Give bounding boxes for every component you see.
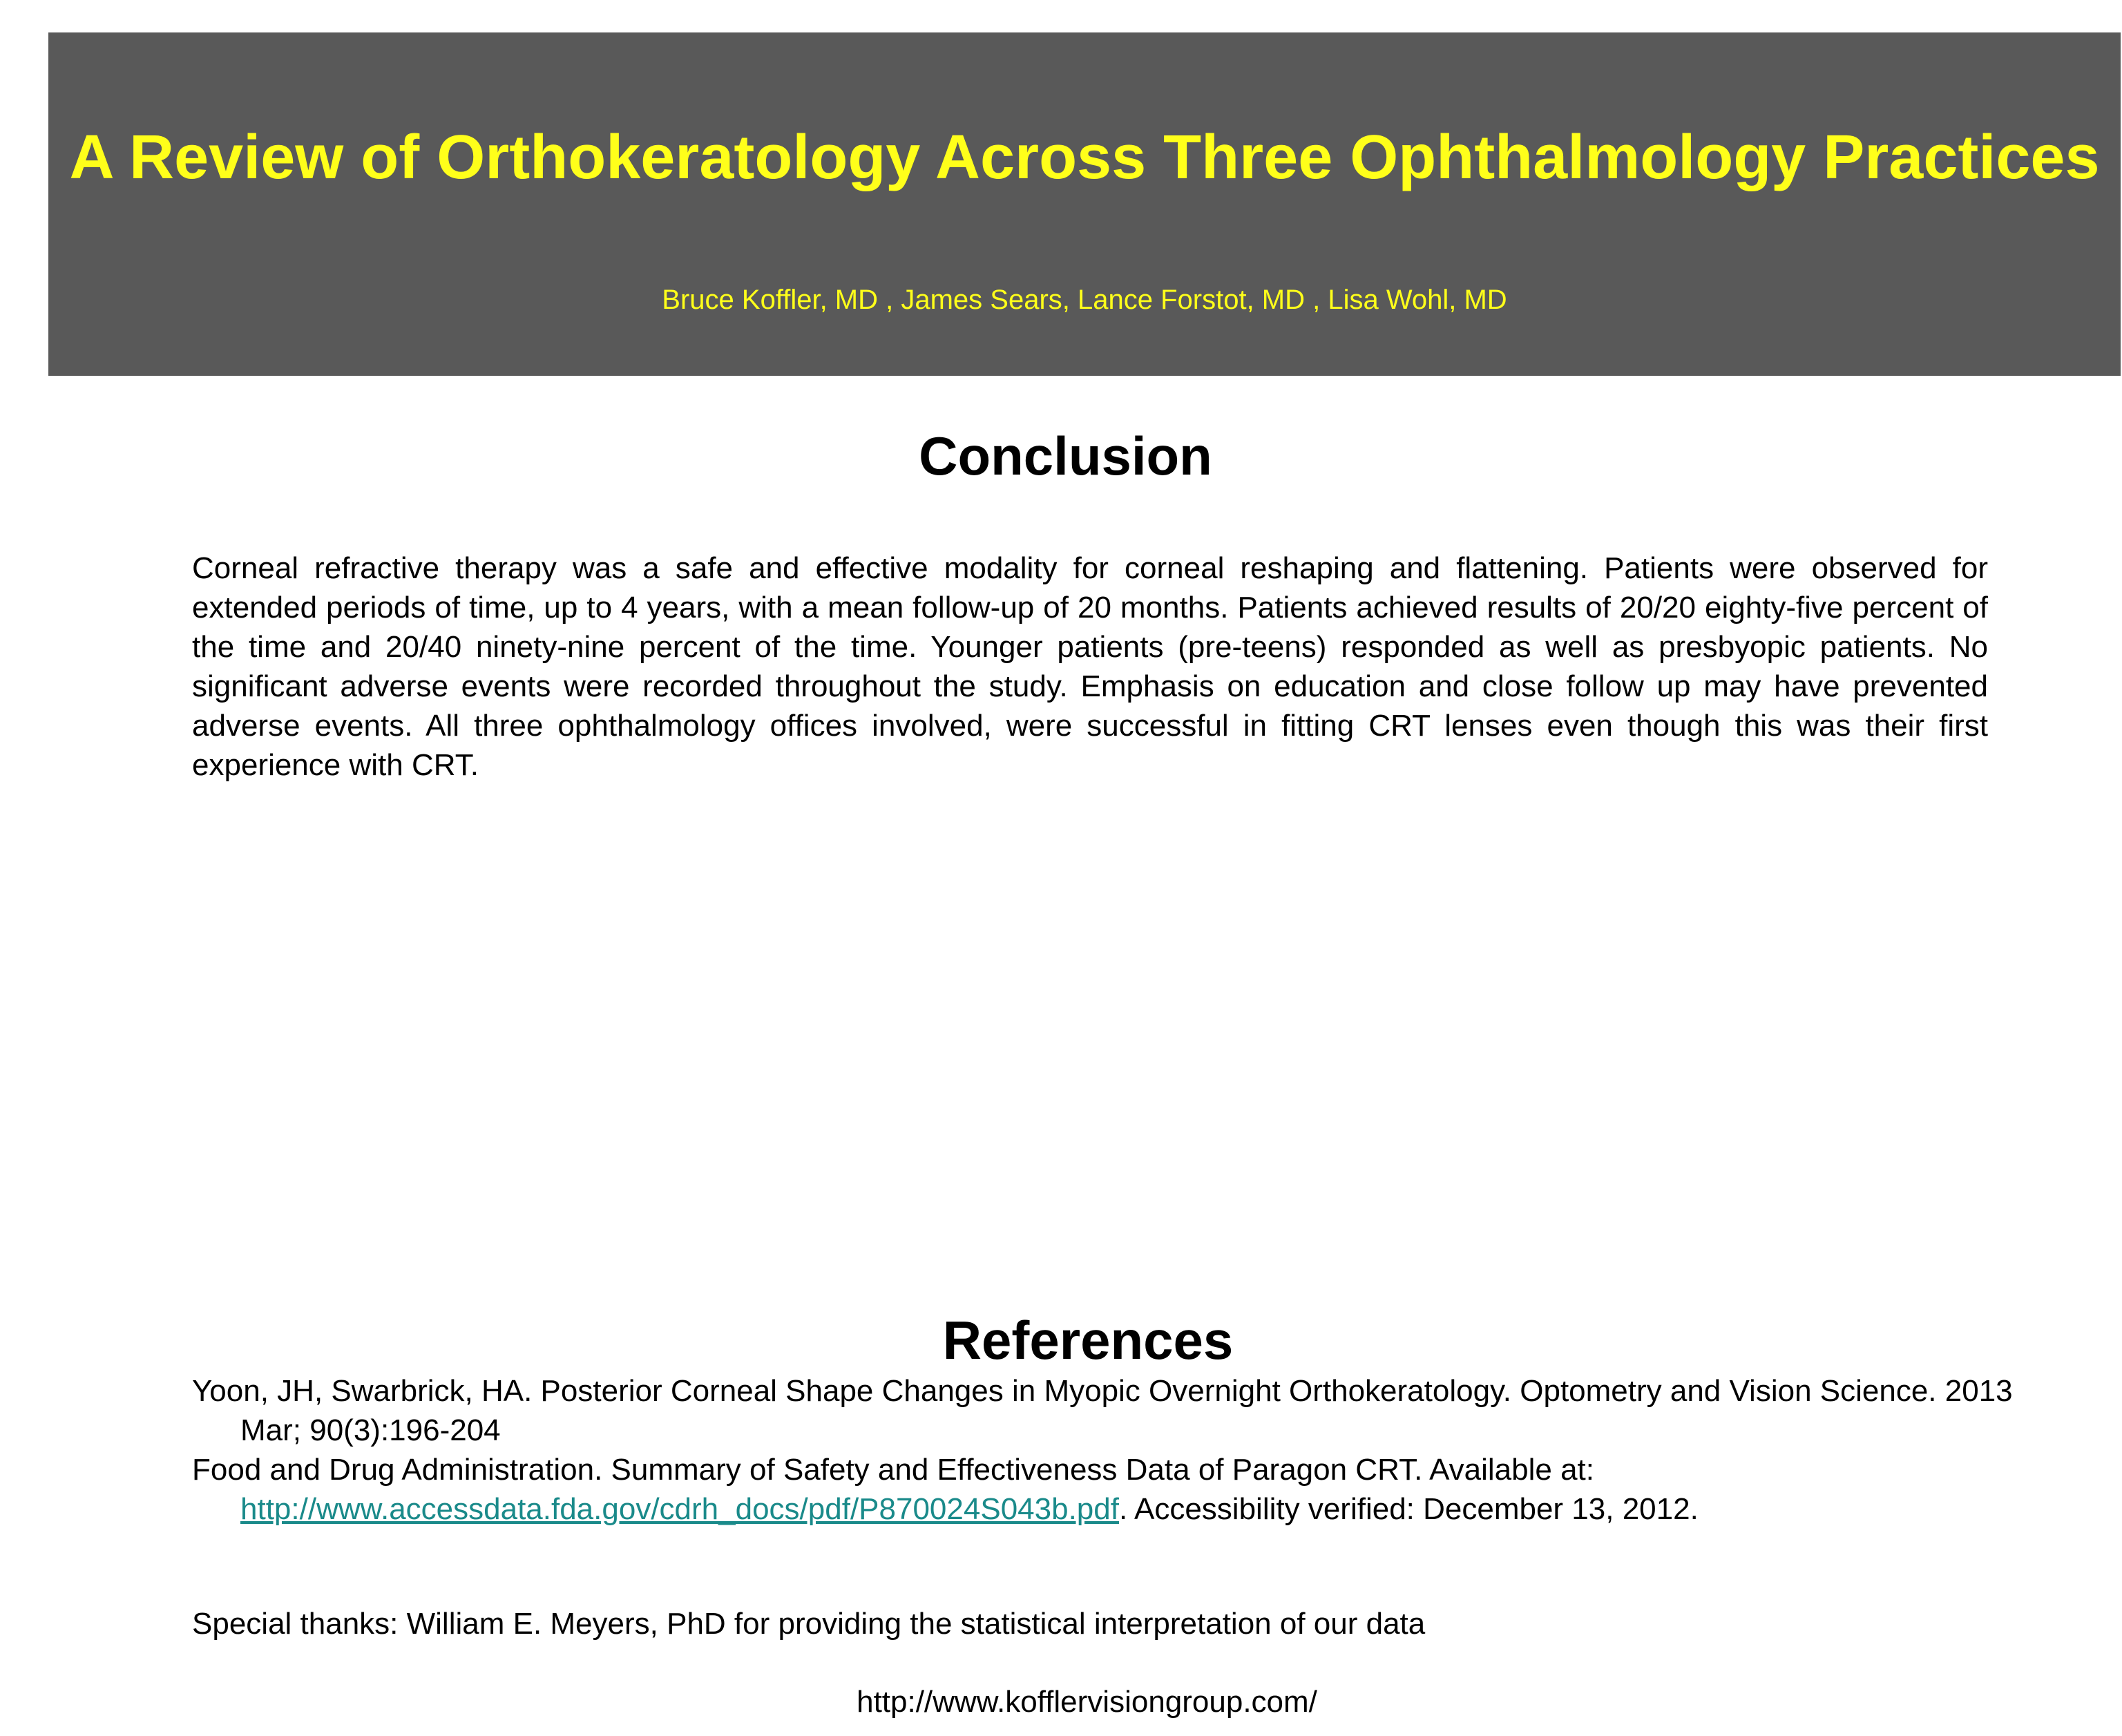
author-list: Bruce Koffler, MD , James Sears, Lance Forstot, MD , Lisa Wohl, MD [662,285,1507,315]
reference-list [192,1371,2016,1529]
poster-header [48,32,2121,376]
reference-2-text: Food and Drug Administration. Summary of Safety and Effectiveness Data of Paragon CRT. Available at: [192,1453,1594,1487]
poster-title: A Review of Orthokeratology Across Three Ophthalmology Practices [69,123,2100,192]
fda-pdf-link[interactable]: http://www.accessdata.fda.gov/cdrh_docs/pdf/P870024S043b.pdf [240,1492,1119,1526]
conclusion-heading: Conclusion [919,426,1212,486]
special-thanks: Special thanks: William E. Meyers, PhD for providing the statistical interpretation of our data [192,1607,1426,1641]
reference-2-suffix: . Accessibility verified: December 13, 2012. [1118,1492,1699,1526]
references-heading: References [942,1310,1234,1371]
website-url: http://www.kofflervisiongroup.com/ [857,1685,1317,1719]
reference-item-1: Yoon, JH, Swarbrick, HA. Posterior Corneal Shape Changes in Myopic Overnight Orthokeratology. Optometry and Vision Science. 2013 Mar; 90(3):196-204 [192,1374,2013,1447]
reference-item-2 [192,1450,2016,1529]
conclusion-text: Corneal refractive therapy was a safe and effective modality for corneal reshaping and flattening. Patients were observed for extended periods of time, up to 4 years, with a mean follow-up of 20 months. Patients achieved results of 20/20 eighty-five percent of the time and 20/40 ninety-nine percent of the time. Younger patients (pre-teens) responded as well as presbyopic patients. No significant adverse events were recorded throughout the study. Emphasis on education and close follow up may have prevented adverse events. All three ophthalmology offices involved, were successful in fitting CRT lenses even though this was their first experience with CRT. [192,551,1988,782]
